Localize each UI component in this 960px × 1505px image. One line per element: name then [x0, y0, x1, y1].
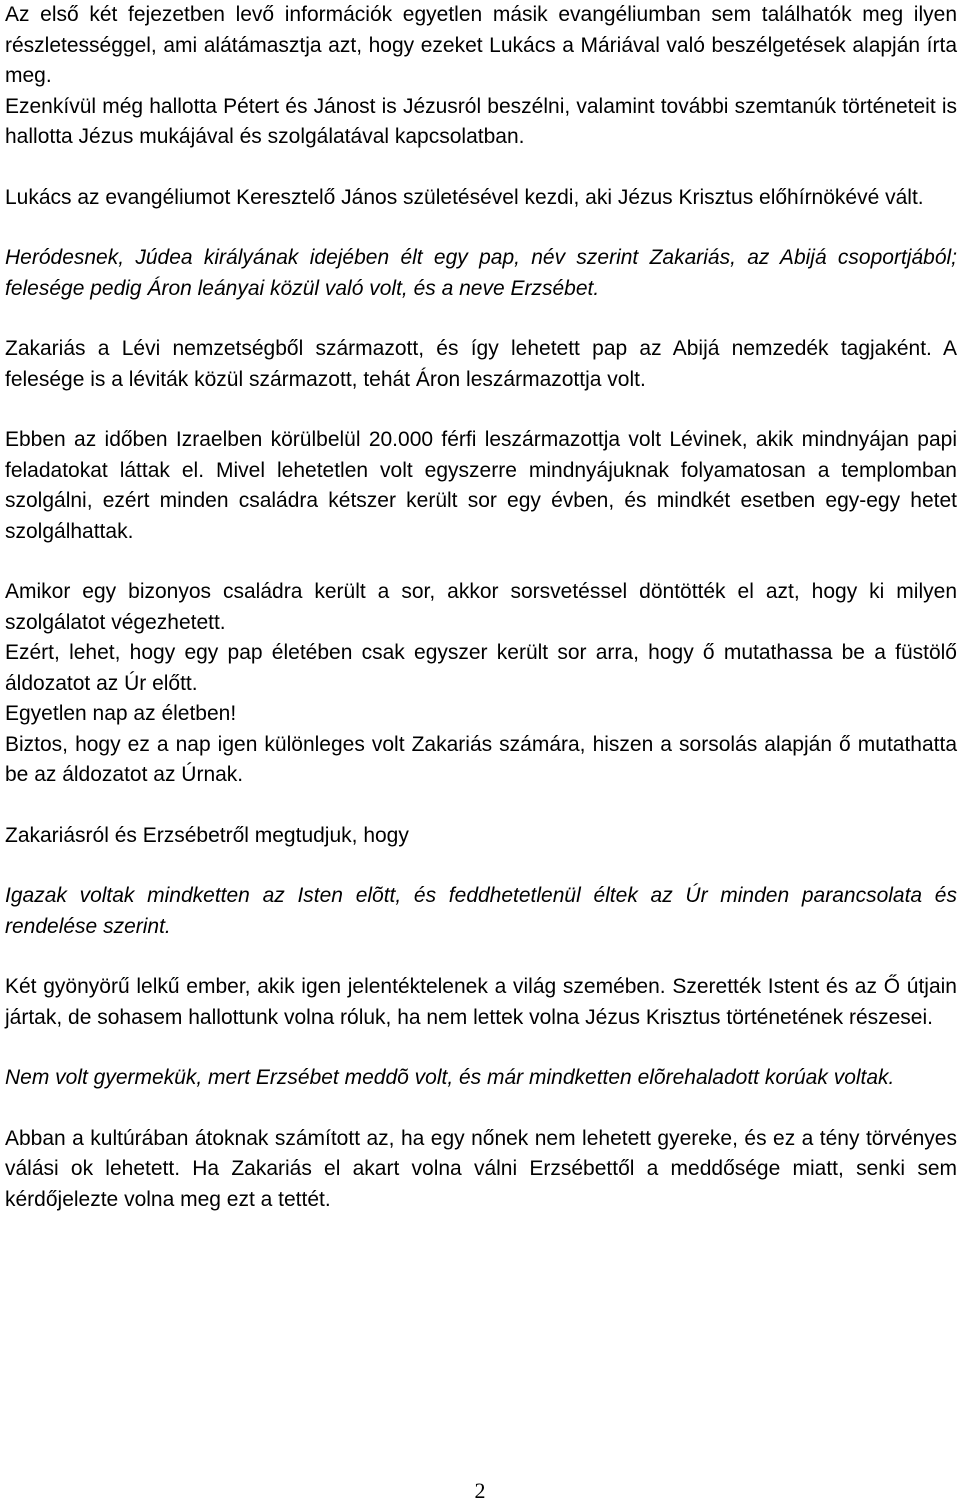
page-number: 2: [474, 1478, 486, 1503]
paragraph-casting-lots: Amikor egy bizonyos családra került a sor, akkor sorsvetéssel döntötték el azt, hogy ki milyen szolgálatot végezhetett.: [5, 580, 957, 634]
paragraph-beautiful-souls: Két gyönyörű lelkű ember, akik igen jelentéktelenek a világ szemében. Szerették Istent és az Ő útjain jártak, de sohasem hallottunk volna róluk, ha nem lettek volna Jézus Krisztus történetének részesei.: [5, 975, 957, 1029]
paragraph-we-learn: Zakariásról és Erzsébetről megtudjuk, hogy: [5, 823, 409, 847]
paragraph-once-in-lifetime: Ezért, lehet, hogy egy pap életében csak egyszer került sor arra, hogy ő mutathassa be a füstölő áldozatot az Úr előtt.: [5, 641, 957, 695]
quote-herod-zechariah: Heródesnek, Júdea királyának idejében élt egy pap, név szerint Zakariás, az Abijá csoportjából; felesége pedig Áron leányai közül való volt, és a neve Erzsébet.: [5, 246, 957, 300]
paragraph-priest-service: Ebben az időben Izraelben körülbelül 20.000 férfi leszármazottja volt Lévinek, akik mindnyájan papi feladatokat láttak el. Mivel lehetetlen volt egyszerre mindnyájuknak folyamatosan a templomban szolgálni, ezért minden családra kétszer került sor egy évben, és mindkét esetben egy-egy hetet szolgálhattak.: [5, 428, 957, 543]
document-body: [5, 0, 957, 1215]
paragraph-eyewitnesses: Ezenkívül még hallotta Pétert és Jánost is Jézusról beszélni, valamint további szemtanúk történeteit is hallotta Jézus mukájával és szolgálatával kapcsolatban.: [5, 94, 957, 148]
paragraph-special-day: Biztos, hogy ez a nap igen különleges volt Zakariás számára, hiszen a sorsolás alapján ő mutathatta be az áldozatot az Úrnak.: [5, 732, 957, 786]
paragraph-levi-lineage: Zakariás a Lévi nemzetségből származott, és így lehetett pap az Abijá nemzedék tagjaként. A felesége is a léviták közül származott, tehát Áron leszármazottja volt.: [5, 337, 957, 391]
paragraph-john-baptist: Lukács az evangéliumot Keresztelő János születésével kezdi, aki Jézus Krisztus előhírnökévé vált.: [5, 185, 924, 209]
paragraph-culture-curse: Abban a kultúrában átoknak számított az, ha egy nőnek nem lehetett gyereke, és ez a tény törvényes válási ok lehetett. Ha Zakariás el akart volna válni Erzsébettől a meddősége miatt, senki sem kérdőjelezte volna meg ezt a tettét.: [5, 1126, 957, 1211]
paragraph-single-day: Egyetlen nap az életben!: [5, 702, 237, 725]
quote-righteous: Igazak voltak mindketten az Isten elõtt, és feddhetetlenül éltek az Úr minden parancsolata és rendelése szerint.: [5, 884, 957, 938]
quote-no-children: Nem volt gyermekük, mert Erzsébet meddõ volt, és már mindketten elõrehaladott korúak voltak.: [5, 1066, 895, 1089]
paragraph-gospel-details: Az első két fejezetben levő információk egyetlen másik evangéliumban sem találhatók meg ilyen részletességgel, ami alátámasztja azt, hogy ezeket Lukács a Máriával való beszélgetések alapján írta meg.: [5, 3, 957, 87]
